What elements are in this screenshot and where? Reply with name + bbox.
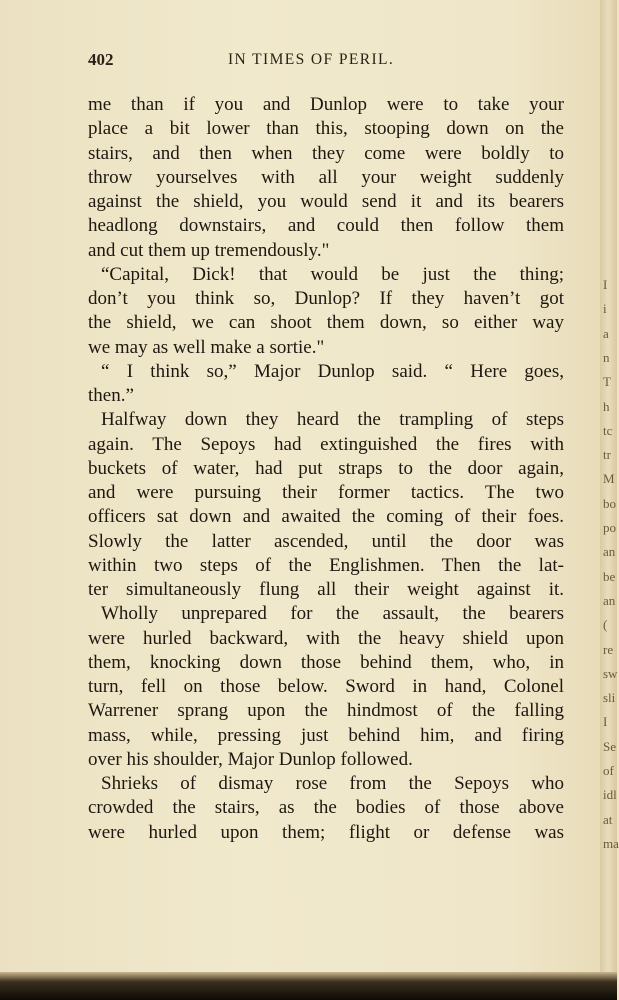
- facing-page-fragment: of: [603, 763, 614, 778]
- text-line: Halfway down they heard the trampling of steps: [101, 409, 564, 431]
- text-line: don’t you think so, Dunlop? If they haven’t got: [88, 288, 564, 309]
- facing-page-fragment: sli: [603, 690, 616, 705]
- text-line: Warrener sprang upon the hindmost of the falling: [88, 700, 564, 722]
- facing-page-fragment: re: [603, 642, 614, 657]
- text-line: headlong downstairs, and could then follow them: [88, 215, 564, 237]
- text-line: within two steps of the Englishmen. Then the lat-: [88, 554, 564, 576]
- facing-page-fragment: M: [603, 471, 615, 486]
- text-line: Shrieks of dismay rose from the Sepoys who: [101, 773, 564, 794]
- text-line: them, knocking down those behind them, who, in: [88, 651, 564, 673]
- facing-page-fragment: I: [603, 714, 608, 729]
- text-line: stairs, and then when they come were boldly to: [88, 142, 564, 164]
- facing-page-fragment: (: [603, 617, 608, 632]
- running-head: IN TIMES OF PERIL.: [228, 51, 395, 68]
- facing-page-fragment: Se: [603, 739, 616, 754]
- facing-page-fragment: I: [603, 277, 608, 292]
- facing-page-fragment: sw: [603, 666, 618, 681]
- facing-page-fragment: idl: [603, 787, 617, 802]
- text-line: ter simultaneously flung all their weight against it.: [88, 579, 564, 600]
- page-bottom-shadow: [0, 972, 617, 1000]
- body-text: [88, 93, 564, 845]
- text-line: against the shield, you would send it and its bearers: [88, 191, 564, 212]
- facing-page-fragment: T: [603, 374, 611, 389]
- facing-page-fragment: bo: [603, 496, 616, 511]
- text-line: “ I think so,” Major Dunlop said. “ Here goes,: [101, 360, 564, 382]
- facing-page-fragment: at: [603, 812, 613, 827]
- text-line: then.”: [88, 385, 134, 406]
- text-line: over his shoulder, Major Dunlop followed.: [88, 748, 413, 770]
- text-line: throw yourselves with all your weight suddenly: [88, 166, 564, 188]
- facing-page-fragment: a: [603, 326, 609, 341]
- text-line: we may as well make a sortie.": [88, 336, 325, 358]
- text-line: again. The Sepoys had extinguished the fires with: [88, 433, 564, 455]
- text-line: were hurled upon them; flight or defense was: [88, 821, 564, 843]
- page-number: 402: [88, 50, 114, 69]
- text-line: and cut them up tremendously.": [88, 239, 330, 261]
- text-line: turn, fell on those below. Sword in hand, Colonel: [88, 676, 564, 697]
- facing-page-fragment: ma: [603, 836, 619, 851]
- facing-page-fragment: tr: [603, 447, 611, 462]
- text-line: the shield, we can shoot them down, so either way: [88, 312, 564, 334]
- text-line: me than if you and Dunlop were to take your: [88, 94, 564, 115]
- text-line: “Capital, Dick! that would be just the thing;: [101, 263, 564, 285]
- text-line: place a bit lower than this, stooping down on the: [88, 118, 564, 140]
- facing-page-fragment: an: [603, 593, 616, 608]
- text-line: and were pursuing their former tactics. The two: [88, 482, 564, 503]
- facing-page-fragment: an: [603, 544, 616, 559]
- facing-page-fragment: po: [603, 520, 616, 535]
- facing-page-fragment: be: [603, 569, 616, 584]
- text-line: Slowly the latter ascended, until the door was: [88, 530, 564, 552]
- text-line: Wholly unprepared for the assault, the bearers: [101, 603, 564, 625]
- page-header: [88, 50, 568, 72]
- text-line: buckets of water, had put straps to the door again,: [88, 457, 564, 479]
- facing-page-fragment: n: [603, 350, 610, 365]
- text-line: were hurled backward, with the heavy shield upon: [88, 627, 564, 649]
- text-line: officers sat down and awaited the coming of their foes.: [88, 506, 564, 528]
- facing-page-fragment: h: [603, 399, 610, 414]
- text-line: mass, while, pressing just behind him, and firing: [88, 724, 564, 746]
- facing-page-fragment: i: [603, 301, 607, 316]
- facing-page-fragment: tc: [603, 423, 613, 438]
- text-line: crowded the stairs, as the bodies of those above: [88, 797, 564, 819]
